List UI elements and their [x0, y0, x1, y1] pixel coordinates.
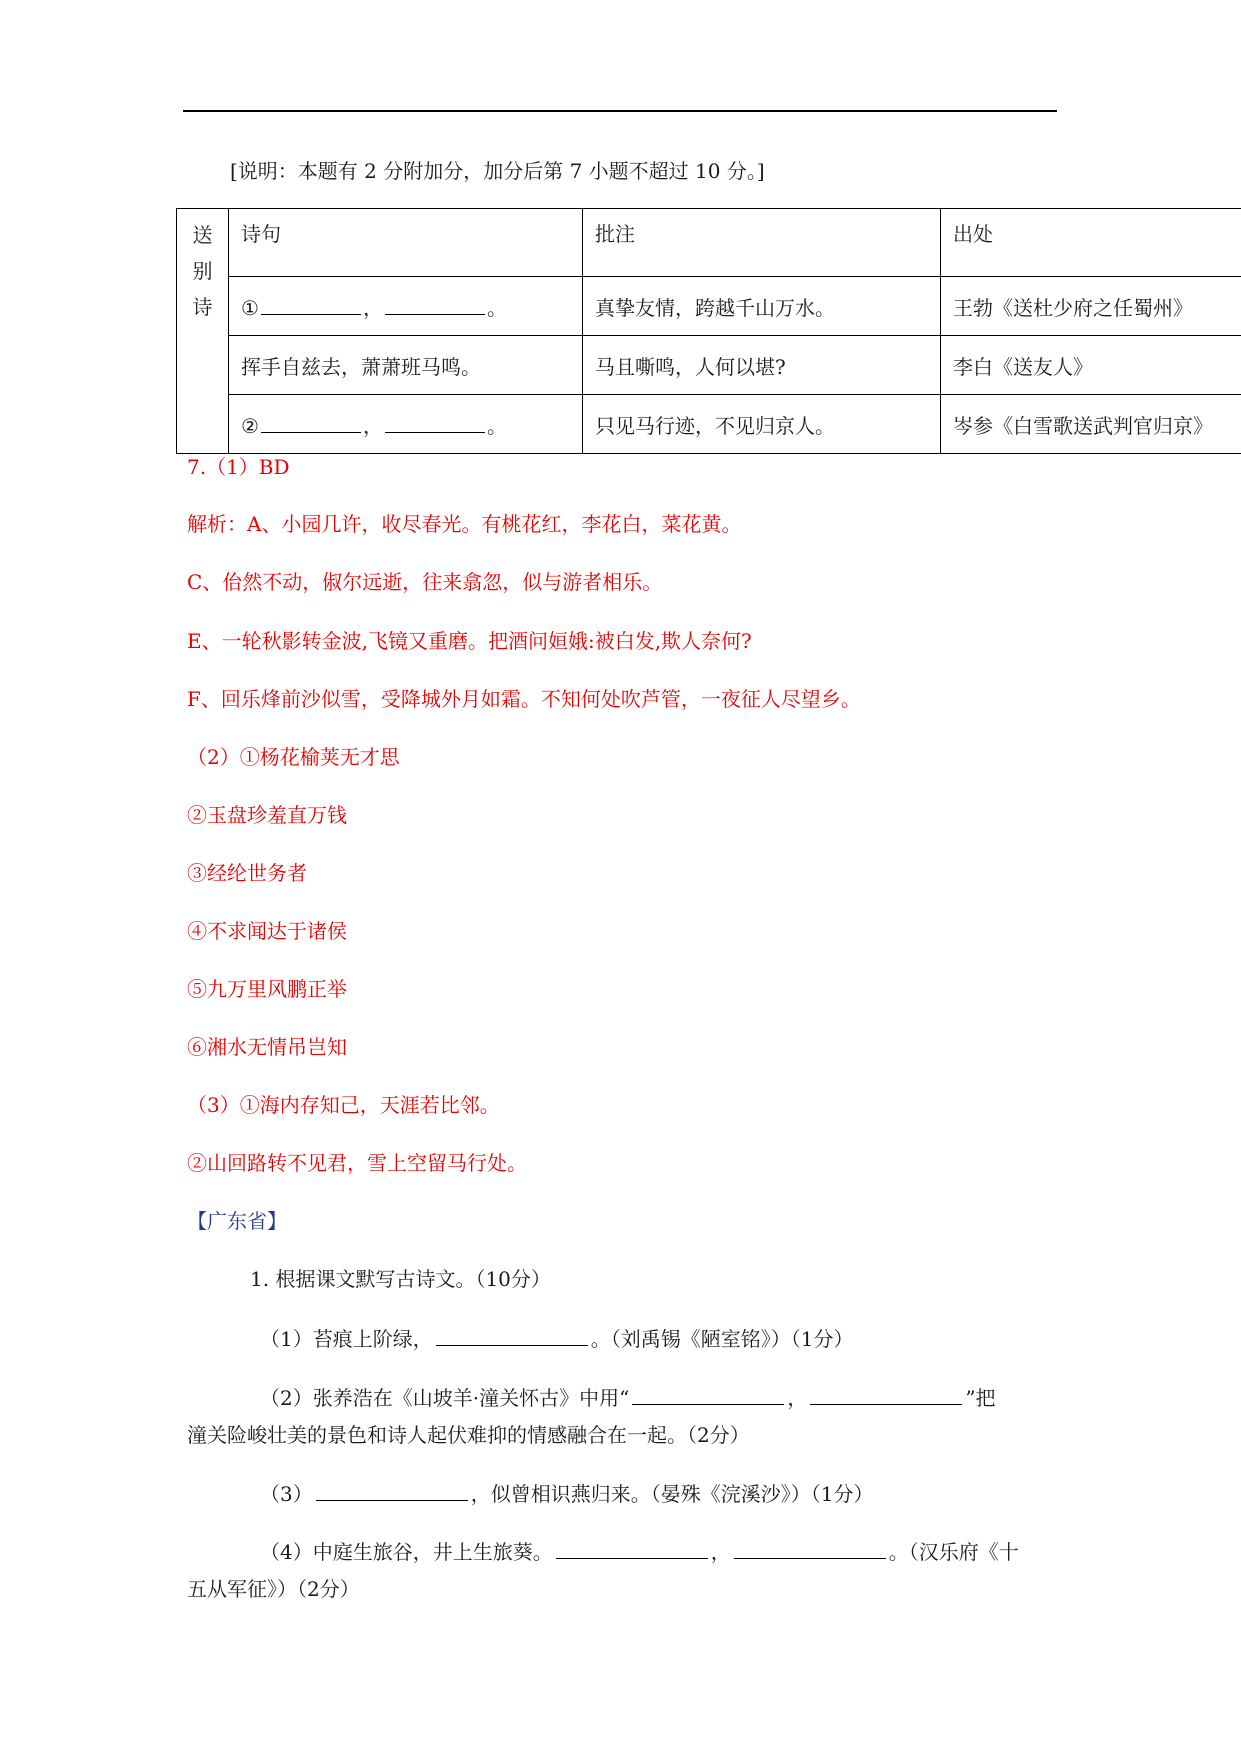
table-row — [177, 277, 1241, 336]
analysis-c: C、佁然不动，俶尔远逝，往来翕忽，似与游者相乐。 — [187, 570, 663, 594]
answer-7-1: 7.（1）BD — [187, 455, 290, 479]
fill-blank — [261, 294, 361, 315]
source-cell: 王勃《送杜少府之任蜀州》 — [941, 277, 1241, 336]
analysis-f: F、回乐烽前沙似雪，受降城外月如霜。不知何处吹芦管，一夜征人尽望乡。 — [187, 687, 861, 711]
question-1-item-1: （1）苔痕上阶绿， 。（刘禹锡《陋室铭》）（1分） — [260, 1327, 854, 1351]
annotation-cell: 马且嘶鸣，人何以堪? — [583, 336, 941, 395]
header-verse: 诗句 — [229, 209, 583, 277]
question-1-title: 1. 根据课文默写古诗文。（10分） — [250, 1267, 551, 1291]
source-cell: 李白《送友人》 — [941, 336, 1241, 395]
verse-cell-blank: ① ， 。 — [229, 277, 583, 336]
question-1-item-2: （2）张养浩在《山坡羊·潼关怀古》中用“ ， ”把 — [260, 1386, 996, 1410]
fill-blank — [734, 1538, 886, 1559]
section-heading-guangdong: 【广东省】 — [187, 1209, 287, 1233]
answer-7-2-item: ②玉盘珍羞直万钱 — [187, 803, 347, 827]
scoring-note: [说明：本题有 2 分附加分，加分后第 7 小题不超过 10 分。] — [230, 159, 765, 183]
fill-blank — [436, 1325, 588, 1346]
header-rule — [183, 110, 1057, 112]
fill-blank — [261, 412, 361, 433]
annotation-cell: 只见马行迹，不见归京人。 — [583, 395, 941, 454]
fill-blank — [316, 1480, 468, 1501]
table-header-row — [177, 209, 1241, 277]
answer-7-2-item: ⑤九万里风鹏正举 — [187, 977, 347, 1001]
fill-blank — [556, 1538, 708, 1559]
farewell-poem-table — [176, 208, 1241, 454]
analysis-e: E、一轮秋影转金波,飞镜又重磨。把酒问姮娥:被白发,欺人奈何? — [187, 629, 752, 653]
answer-7-2-item: ③经纶世务者 — [187, 861, 307, 885]
question-1-item-2-cont: 潼关险峻壮美的景色和诗人起伏难抑的情感融合在一起。（2分） — [187, 1423, 750, 1447]
analysis-a: 解析：A、小园几许，收尽春光。有桃花红，李花白，菜花黄。 — [187, 512, 742, 536]
verse-cell-blank: ② ， 。 — [229, 395, 583, 454]
question-1-item-4-cont: 五从军征》）（2分） — [187, 1577, 360, 1601]
answer-7-2-item: ⑥湘水无情吊岂知 — [187, 1035, 347, 1059]
annotation-cell: 真挚友情，跨越千山万水。 — [583, 277, 941, 336]
fill-blank — [632, 1384, 784, 1405]
answer-7-3-item: ②山回路转不见君，雪上空留马行处。 — [187, 1151, 527, 1175]
fill-blank — [385, 294, 485, 315]
header-source: 出处 — [941, 209, 1241, 277]
source-cell: 岑参《白雪歌送武判官归京》 — [941, 395, 1241, 454]
answer-7-3-item: （3）①海内存知己，天涯若比邻。 — [187, 1093, 500, 1117]
answer-7-2-item: ④不求闻达于诸侯 — [187, 919, 347, 943]
category-cell: 送 别 诗 — [177, 209, 229, 454]
table-row — [177, 395, 1241, 454]
fill-blank — [810, 1384, 962, 1405]
fill-blank — [385, 412, 485, 433]
question-1-item-3: （3） ，似曾相识燕归来。（晏殊《浣溪沙》）（1分） — [260, 1482, 874, 1506]
verse-cell: 挥手自兹去，萧萧班马鸣。 — [229, 336, 583, 395]
header-annotation: 批注 — [583, 209, 941, 277]
question-1-item-4: （4）中庭生旅谷，井上生旅葵。 ， 。（汉乐府《十 — [260, 1540, 1019, 1564]
table-row — [177, 336, 1241, 395]
answer-7-2-item: （2）①杨花榆荚无才思 — [187, 745, 400, 769]
